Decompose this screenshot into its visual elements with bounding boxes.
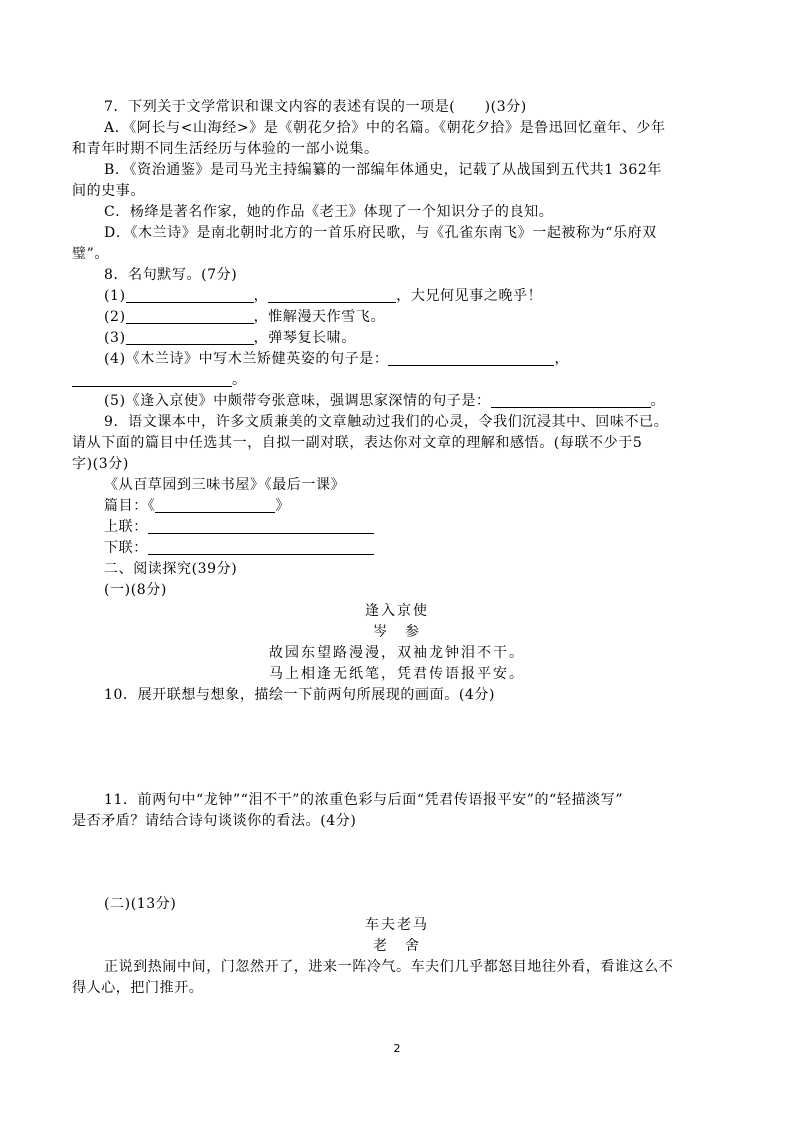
section-part-2: (二)(13分) — [104, 896, 177, 912]
q9-titles: 《从百草园到三味书屋》《最后一课》 — [104, 477, 346, 493]
answer-blank[interactable] — [491, 393, 651, 408]
section-part-1: (一)(8分) — [104, 582, 167, 598]
answer-blank[interactable] — [72, 372, 232, 387]
poem-line-2: 马上相逢无纸笔，凭君传语报平安。 — [269, 666, 525, 682]
q9-line3: 字)(3分) — [72, 456, 129, 472]
q8-item-3 — [104, 328, 724, 349]
item-prompt: (5)《逢入京使》中颇带夸张意味，强调思家深情的句子是： — [104, 393, 491, 409]
punctuation: ， — [554, 351, 570, 367]
story-paragraph-line2: 得人心，把门推开。 — [72, 980, 204, 996]
q8-item-2 — [104, 307, 724, 328]
q8-stem: 8．名句默写。(7分) — [104, 267, 238, 283]
punctuation: 。 — [232, 372, 247, 388]
poem-line-1: 故园东望路漫漫，双袖龙钟泪不干。 — [269, 645, 525, 661]
q8-item-1 — [104, 286, 724, 307]
q7-option-a-line1: A．《阿长与<山海经>》是《朝花夕拾》中的名篇。《朝花夕拾》是鲁迅回忆童年、少年 — [104, 120, 666, 136]
quote-text: ，惟解漫天作雪飞。 — [253, 309, 386, 325]
q11-line1: 11．前两句中“龙钟”“泪不干”的浓重色彩与后面“凭君传语报平安”的“轻描淡写” — [104, 792, 624, 808]
field-label: 篇目：《 — [104, 498, 156, 514]
answer-blank[interactable] — [388, 351, 554, 366]
quote-text: ，大兄何见事之晚乎！ — [396, 288, 543, 304]
answer-blank[interactable] — [148, 519, 374, 534]
q8-item-4-cont — [72, 370, 724, 391]
story-title: 车夫老马 — [365, 917, 429, 933]
q7-option-b-line2: 间的史事。 — [72, 183, 145, 199]
punctuation: ， — [253, 288, 269, 304]
answer-blank[interactable] — [155, 498, 275, 513]
q11-line2: 是否矛盾？请结合诗句谈谈你的看法。(4分) — [72, 813, 357, 829]
story-paragraph-line1: 正说到热闹中间，门忽然开了，进来一阵冷气。车夫们几乎都怒目地往外看，看谁这么不 — [104, 959, 674, 975]
answer-blank[interactable] — [126, 309, 254, 324]
field-label: 上联： — [104, 519, 148, 535]
punctuation: 。 — [650, 393, 666, 409]
quote-text: ，弹琴复长啸。 — [253, 330, 356, 346]
q7-option-d-line2: 璧”。 — [72, 246, 109, 262]
answer-blank[interactable] — [148, 540, 374, 555]
q9-line2: 请从下面的篇目中任选其一，自拟一副对联，表达你对文章的理解和感悟。(每联不少于5 — [72, 435, 643, 451]
q9-shanglian — [104, 517, 724, 538]
q9-line1: 9．语文课本中，许多文质兼美的文章触动过我们的心灵，令我们沉浸其中、回味不已。 — [104, 414, 669, 430]
answer-blank[interactable] — [126, 288, 254, 303]
answer-blank[interactable] — [268, 288, 396, 303]
q8-item-5 — [104, 391, 724, 412]
field-label: 下联： — [104, 540, 148, 556]
punctuation: 》 — [275, 498, 291, 514]
q9-pianmu — [104, 496, 724, 517]
story-author: 老 舍 — [373, 938, 421, 954]
item-number: (2) — [104, 309, 126, 325]
q7-option-d-line1: D．《木兰诗》是南北朝时北方的一首乐府民歌，与《孔雀东南飞》一起被称为“乐府双 — [104, 225, 657, 241]
answer-blank[interactable] — [126, 330, 254, 345]
page-number: 2 — [393, 1042, 401, 1055]
q7-option-b-line1: B．《资治通鉴》是司马光主持编纂的一部编年体通史，记载了从战国到五代共1 362年 — [104, 162, 662, 178]
poem-title: 逢入京使 — [365, 603, 429, 619]
q7-option-a-line2: 和青年时期不同生活经历与体验的一部小说集。 — [72, 141, 379, 157]
poem-author: 岑 参 — [373, 624, 421, 640]
q10: 10．展开联想与想象，描绘一下前两句所展现的画面。(4分) — [104, 687, 496, 703]
q7-option-c: C．杨绛是著名作家，她的作品《老王》体现了一个知识分子的良知。 — [104, 204, 554, 220]
q7-stem: 7．下列关于文学常识和课文内容的表述有误的一项是( )(3分) — [104, 99, 527, 115]
q9-xialian — [104, 538, 724, 559]
q8-item-4 — [104, 349, 724, 370]
section-heading: 二、阅读探究(39分) — [104, 561, 238, 577]
item-number: (1) — [104, 288, 126, 304]
item-number: (3) — [104, 330, 126, 346]
item-prompt: (4)《木兰诗》中写木兰矫健英姿的句子是： — [104, 351, 389, 367]
